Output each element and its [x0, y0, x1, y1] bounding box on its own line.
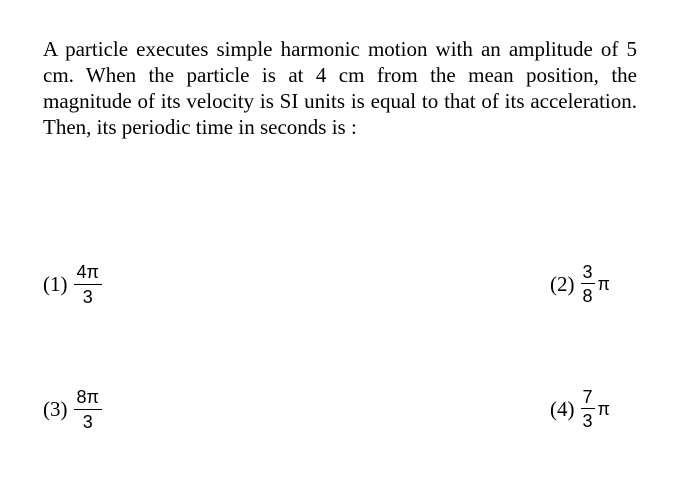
option-2: [550, 262, 610, 306]
fraction-denominator: 3: [82, 412, 93, 432]
option-number: (1): [43, 272, 68, 296]
fraction-denominator: 3: [582, 411, 593, 431]
option-number: (4): [550, 396, 575, 421]
option-fraction: [581, 387, 595, 431]
fraction-numerator: 8π: [74, 387, 102, 410]
fraction-denominator: 8: [582, 286, 593, 306]
option-fraction: [581, 262, 595, 306]
pi-symbol: π: [597, 398, 610, 419]
option-fraction: [74, 262, 102, 307]
fraction-numerator: 4π: [74, 262, 102, 285]
option-fraction: [74, 387, 102, 432]
fraction-denominator: 3: [82, 287, 93, 307]
fraction-numerator: 7: [582, 387, 593, 407]
option-number: (3): [43, 397, 68, 421]
fraction-numerator: 3: [582, 262, 593, 282]
option-4: [550, 387, 610, 431]
option-3: [43, 387, 102, 432]
question-text: A particle executes simple harmonic motion with an amplitude of 5 cm. When the particle is at 4 cm from the mean position, the magnitude of its velocity is SI units is equal to that of its acceleration. Then, its periodic time in seconds is :: [43, 37, 637, 139]
option-1: [43, 262, 102, 307]
option-number: (2): [550, 271, 575, 296]
pi-symbol: π: [597, 273, 610, 294]
